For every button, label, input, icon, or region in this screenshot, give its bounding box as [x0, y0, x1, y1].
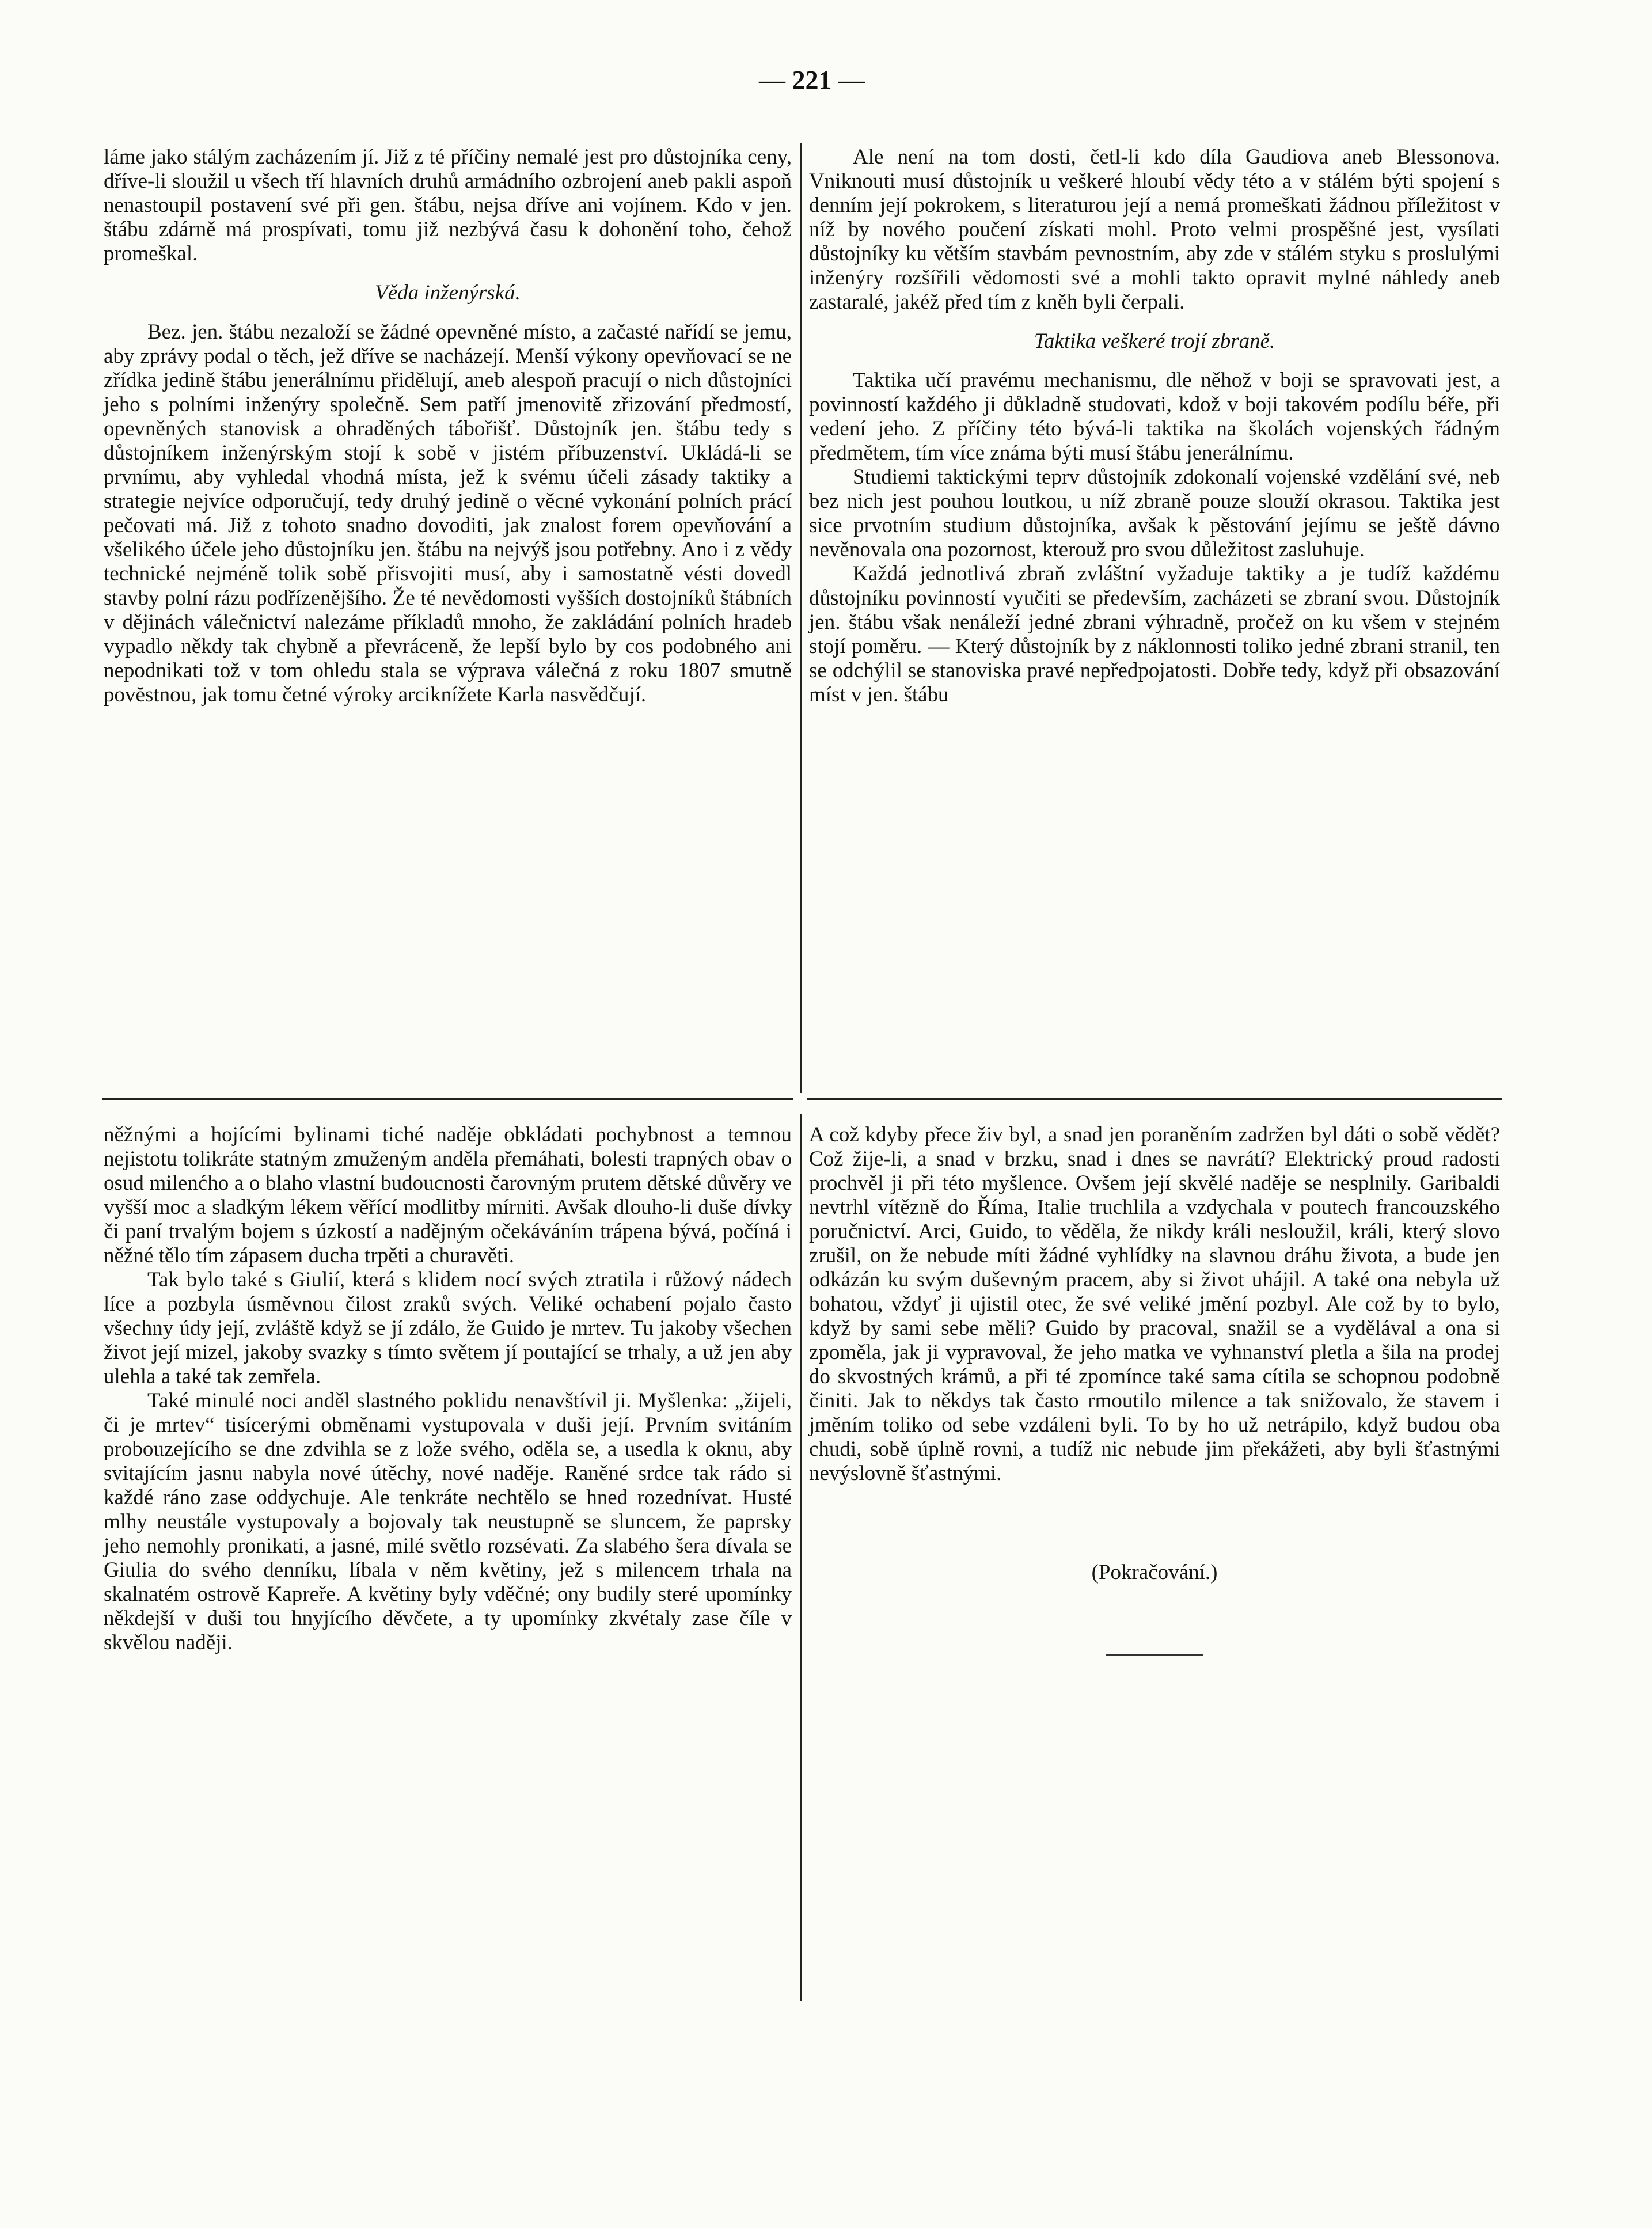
story-paragraph: Tak bylo také s Giulií, která s klidem nocí svých ztratila i růžový nádech líce a pozbyla úsměvnou čilost zraků svých. Veliké ochabení pojalo často všechny údy její, zvláště když se jí zdálo, že Guido je mrtev. Tu jakoby všechen život její mizel, jakoby svazky s tímto světem jí poutající se trhaly, a už jen aby ulehla a také tak zemřela. [104, 1268, 792, 1388]
article-paragraph: Každá jednotlivá zbraň zvláštní vyžaduje taktiky a je tudíž každému důstojníku povinností vyučiti se především, zacházeti se zbraní svou. Důstojník jen. štábu však nenáleží jedné zbrani výhradně, pročež on ku všem v stejném stojí poměru. — Který důstojník by z náklonnosti toliko jedné zbrani stranil, ten se odchýlil se stanoviska pravé nepředpojatosti. Dobře tedy, když při obsazování míst v jen. štábu [809, 562, 1500, 707]
column-divider-top [800, 143, 802, 1093]
page-number: — 221 — [759, 65, 865, 94]
column-divider-bottom [800, 1114, 802, 2001]
article-column-left [104, 145, 792, 707]
article-paragraph: láme jako stálým zacházením jí. Již z té příčiny nemalé jest pro důstojníka ceny, dříve-li sloužil u všech tří hlavních druhů armádního ozbrojení aneb pakli aspoň nenastoupil postavení své při gen. štábu, nejsa dříve ani vojínem. Kdo v jen. štábu zdárně má prospívati, tomu již nezbývá času k dohonění toho, čehož promeškal. [104, 145, 792, 265]
story-column-right [809, 1123, 1500, 1656]
story-paragraph: A což kdyby přece živ byl, a snad jen poraněním zadržen byl dáti o sobě vědět? Což žije-li, a snad v brzku, snad i dnes se navrátí? Elektrický proud radosti prochvěl ji při této myšlence. Ovšem její skvělé naděje se nesplnily. Garibaldi nevtrhl vítězně do Říma, Italie truchlila a vzdychala v poutech francouzského poručnictví. Arci, Guido, to věděla, že nikdy králi nesloužil, králi, který slovo zrušil, on že nebude míti žádné vyhlídky na slavnou dráhu života, a bude jen odkázán ku svým duševným pracem, aby si život uhájil. A také ona nebyla už bohatou, vždyť ji ujistil otec, že své veliké jmění pozbyl. Ale což by to bylo, když by sami sebe měli? Guido by pracoval, snažil se a vydělával a ona si zpoměla, jak ji vypravoval, že jeho matka ve vyhnanství pletla a šila na prodej do skvostných krámů, a při té zpomínce také sama cítila se schopnou podobně činiti. Jak to někdys tak často rmoutilo milence a tak snižovalo, že stavem i jměním toliko od sebe vzdáleni byli. To by ho už netrápilo, když budou oba chudi, sobě úplně rovni, a tudíž nic nebude jim překážeti, aby byli šťastnými nevýslovně šťastnými. [809, 1123, 1500, 1485]
article-paragraph: Studiemi taktickými teprv důstojník zdokonalí vojenské vzdělání své, neb bez nich jest pouhou loutkou, u níž zbraně pouze slouží okrasou. Taktika jest sice prvotním studium důstojníka, avšak k pěstování jejímu se ještě dávno nevěnovala ona pozornost, kterouž pro svou důležitost zasluhuje. [809, 465, 1500, 561]
section-heading: Taktika veškeré trojí zbraně. [1034, 329, 1275, 353]
continuation-block [809, 1561, 1500, 1656]
story-column-left [104, 1123, 792, 1655]
end-rule [1106, 1654, 1203, 1656]
article-paragraph: Ale není na tom dosti, četl-li kdo díla Gaudiova aneb Blessonova. Vniknouti musí důstojník u veškeré hloubí vědy této a v stálém býti spojení s denním její pokrokem, s literaturou její a nemá promeškati žádnou příležitost v níž by nového poučení získati mohl. Proto velmi prospěšné jest, vysílati důstojníky ku větším stavbám pevnostním, aby zde v stálém styku s proslulými inženýry rozšířili vědomosti své a mohli takto opravit mylné náhledy aneb zastaralé, jakéž před tím z kněh byli čerpali. [809, 145, 1500, 314]
story-paragraph: něžnými a hojícími bylinami tiché naděje obkládati pochybnost a temnou nejistotu tolikráte statným zmuženým anděla přemáhati, bolesti trapných obav o osud milenćho a o blaho vlastní budoucnosti čarovným prutem dětské důvěry ve vyšší moc a sladkým lékem věřící modlitby mírniti. Avšak dlouho-li duše dívky či paní trvalým bojem s úzkostí a nadějným očekáváním trápena bývá, počíná i něžné tělo tím zápasem ducha trpěti a churavěti. [104, 1123, 792, 1267]
section-heading: Věda inženýrská. [375, 281, 521, 305]
section-separator-right [807, 1098, 1502, 1100]
continued-note: (Pokračování.) [1091, 1561, 1218, 1584]
article-paragraph: Taktika učí pravému mechanismu, dle něhož v boji se spravovati jest, a povinností každého ji důkladně studovati, kdož v boji takovém podílu béře, při vedení jeho. Z příčiny této bývá-li taktika na školách vojenských řádným předmětem, tím více známa býti musí štábu jenerálnímu. [809, 369, 1500, 465]
article-column-right [809, 145, 1500, 707]
article-paragraph: Bez. jen. štábu nezaloží se žádné opevněné místo, a začasté nařídí se jemu, aby zprávy podal o těch, jež dříve se nacházejí. Menší výkony opevňovací se ne zřídka jedině štábu jenerálnímu přidělují, aneb alespoň pracují o nich důstojníci jeho s polními inženýry společně. Sem patří jmenovitě zřizování předmostí, opevněných stanovisk a ohraděných tábořišť. Důstojník jen. štábu tedy s důstojníkem inženýrským stojí k sobě v jistém příbuzenství. Ukládá-li se prvnímu, aby vyhledal vhodná místa, jež k svému účeli zásady taktiky a strategie nejvíce odporučují, tedy druhý jedině o věcné vykonání polních prácí pečovati má. Již z tohoto snadno dovoditi, jak znalost forem opevňování a všelikého účele jeho důstojníku jen. štábu na nejvýš jsou potřebny. Ano i z vědy technické nejméně tolik sobě přisvojiti musí, aby i samostatně vésti dovedl stavby polní rázu podřízenějšího. Že té nevědomosti vyšších dostojníků štábních v dějinách válečnictví nalezáme příkladů mnoho, že zakládání polních hradeb vypadlo někdy tak chybně a převráceně, že lepší bylo by cos podobného ani nepodnikati tož v tom ohledu stala se výprava válečná z roku 1807 smutně povĕstnou, jak tomu četné výroky arciknížete Karla nasvědčují. [104, 320, 792, 707]
section-separator-left [102, 1098, 793, 1100]
story-paragraph: Také minulé noci anděl slastného poklidu nenavštívil ji. Myšlenka: „žijeli, či je mrtev“ tisícerými obměnami vystupovala v duši její. Prvním svitáním probouzejícího se dne zdvihla se z lože svého, oděla se, a usedla k oknu, aby svitajícím jasnu nabyla nové útěchy, nové naděje. Raněné srdce tak rádo si každé ráno zase oddychuje. Ale tenkráte nechtělo se hned rozednívat. Husté mlhy neustále vystupovaly a bojovaly tak neustupně se sluncem, že paprsky jeho nemohly pronikati, a jasné, milé světlo rozsévati. Za slabého šera dívala se Giulia do svého denníku, líbala v něm květiny, jež s milencem trhala na skalnatém ostrově Kapreře. A květiny byly vděčné; ony budily steré upomínky někdejší v duši tou hnyjícího děvčete, a ty upomínky zkvétaly zase číle v skvělou naději. [104, 1389, 792, 1654]
